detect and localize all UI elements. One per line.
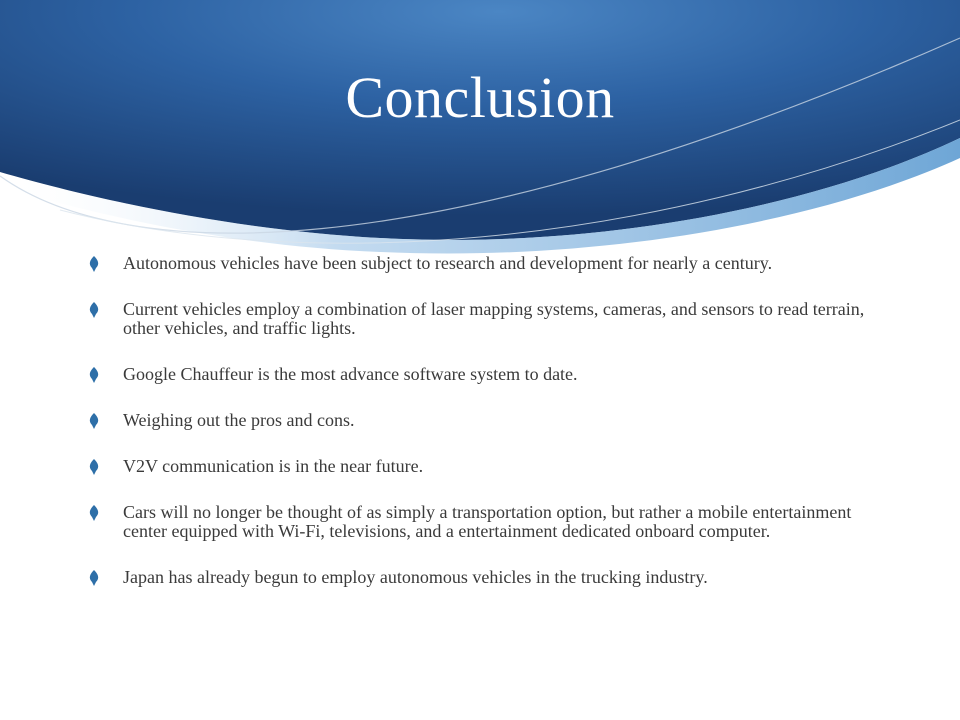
bullet-text: Japan has already begun to employ autonomous vehicles in the trucking industry. <box>123 567 708 587</box>
list-item <box>88 365 878 384</box>
leaf-bullet-icon <box>88 459 100 475</box>
list-item <box>88 457 878 476</box>
list-item <box>88 254 878 273</box>
bullet-text: Weighing out the pros and cons. <box>123 410 355 430</box>
slide-title: Conclusion <box>345 65 615 130</box>
bullet-text: V2V communication is in the near future. <box>123 456 424 476</box>
leaf-bullet-icon <box>88 413 100 429</box>
bullet-text: Autonomous vehicles have been subject to research and development for nearly a century. <box>123 253 773 273</box>
leaf-bullet-icon <box>88 256 100 272</box>
list-item <box>88 568 878 587</box>
leaf-bullet-icon <box>88 505 100 521</box>
bullet-text: Cars will no longer be thought of as simply a transportation option, but rather a mobile entertainment center equipped with Wi-Fi, televisions, and a entertainment dedicated onboard computer. <box>123 502 852 541</box>
leaf-bullet-icon <box>88 367 100 383</box>
leaf-bullet-icon <box>88 570 100 586</box>
bullet-text: Current vehicles employ a combination of laser mapping systems, cameras, and sensors to read terrain, other vehicles, and traffic lights. <box>123 299 865 338</box>
list-item <box>88 411 878 430</box>
list-item <box>88 503 878 541</box>
bullet-text: Google Chauffeur is the most advance software system to date. <box>123 364 578 384</box>
leaf-bullet-icon <box>88 302 100 318</box>
bullet-list <box>88 254 878 614</box>
list-item <box>88 300 878 338</box>
